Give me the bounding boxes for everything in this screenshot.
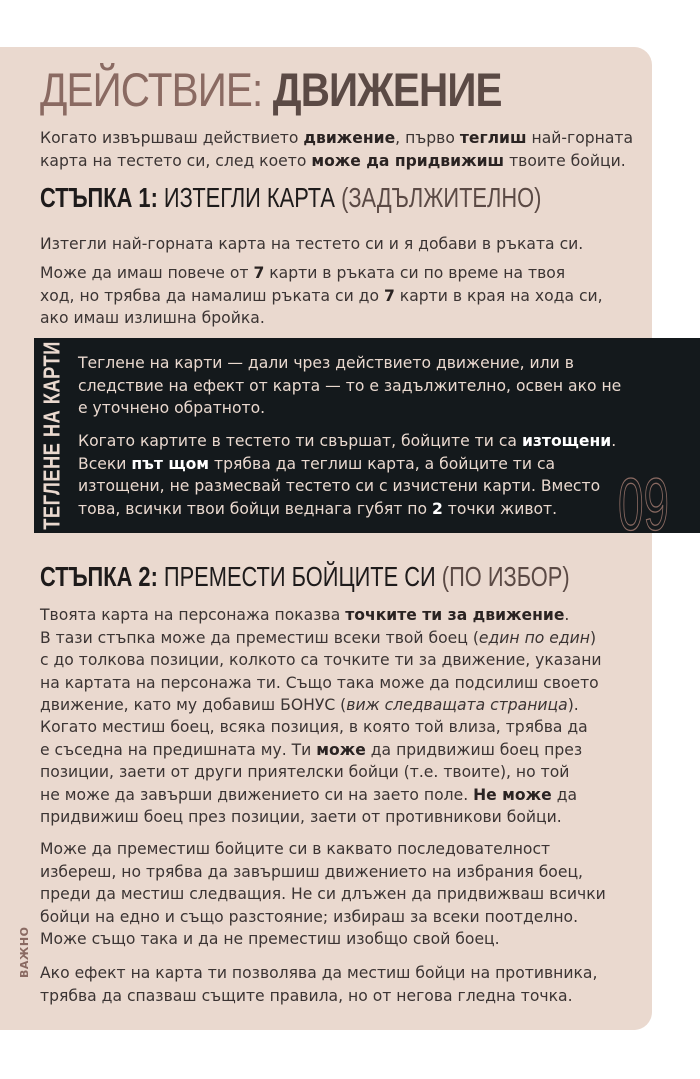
page-number: 09 xyxy=(618,463,670,546)
step1-heading: СТЪПКА 1: ИЗТЕГЛИ КАРТА (ЗАДЪЛЖИТЕЛНО) xyxy=(40,182,542,213)
step2-paragraph-1: Твоята карта на персонажа показва точките ти за движение. В тази стъпка може да преместиш всеки твой боец (един по един) с до толкова позиции, колкото са точките ти за движение, указани на картата на персонажа ти. Също така може да подсилиш своето движение, като му добавиш БОНУС (виж следващата страница). xyxy=(40,606,602,714)
card-drawing-side-label: ТЕГЛЕНЕ НА КАРТИ xyxy=(38,341,65,530)
step2-paragraph-2: Когато местиш боец, всяка позиция, в която той влиза, трябва да е съседна на предишната му. Ти може да придвижиш боец през позиции, заети от други приятелски бойци (т.е. твоите), но той не може да завърши движението си на заето поле. Не може да придвижиш боец през позиции, заети от противникови бойци. xyxy=(40,718,588,826)
step1-paragraph-2: Може да имаш повече от 7 карти в ръката си по време на твоя ход, но трябва да намалиш ръката си до 7 карти в края на хода си, ако имаш излишна бройка. xyxy=(40,264,603,327)
card-drawing-paragraph-1: Теглене на карти — дали чрез действието движение, или в следствие на ефект от карта — то е задължително, освен ако не е уточнено обратното. xyxy=(78,354,622,417)
intro-paragraph: Когато извършваш действието движение, първо теглиш най-горната карта на тестето си, след което може да придвижиш твоите бойци. xyxy=(40,129,634,170)
step2-paragraph-3: Може да преместиш бойците си в каквато последователност избереш, но трябва да завършиш движението на избрания боец, преди да местиш следващия. Не си длъжен да придвижваш всички бойци на едно и също разстояние; избираш за всеки поотделно. Може също така и да не преместиш изобщо свой боец. xyxy=(40,840,606,948)
important-paragraph: Ако ефект на карта ти позволява да местиш бойци на противника, трябва да спазваш същите правила, но от негова гледна точка. xyxy=(40,964,598,1005)
card-drawing-paragraph-2: Когато картите в тестето ти свършат, бойците ти са изтощени. Всеки път щом трябва да теглиш карта, а бойците ти са изтощени, не размесвай тестето си с изчистени карти. Вместо това, всички твои бойци веднага губят по 2 точки живот. xyxy=(78,432,617,518)
page-title: ДЕЙСТВИЕ: ДВИЖЕНИЕ xyxy=(40,63,502,116)
step1-paragraph-1: Изтегли най-горната карта на тестето си и я добави в ръката си. xyxy=(40,235,584,253)
step2-heading: СТЪПКА 2: ПРЕМЕСТИ БОЙЦИТЕ СИ (ПО ИЗБОР) xyxy=(40,561,570,592)
